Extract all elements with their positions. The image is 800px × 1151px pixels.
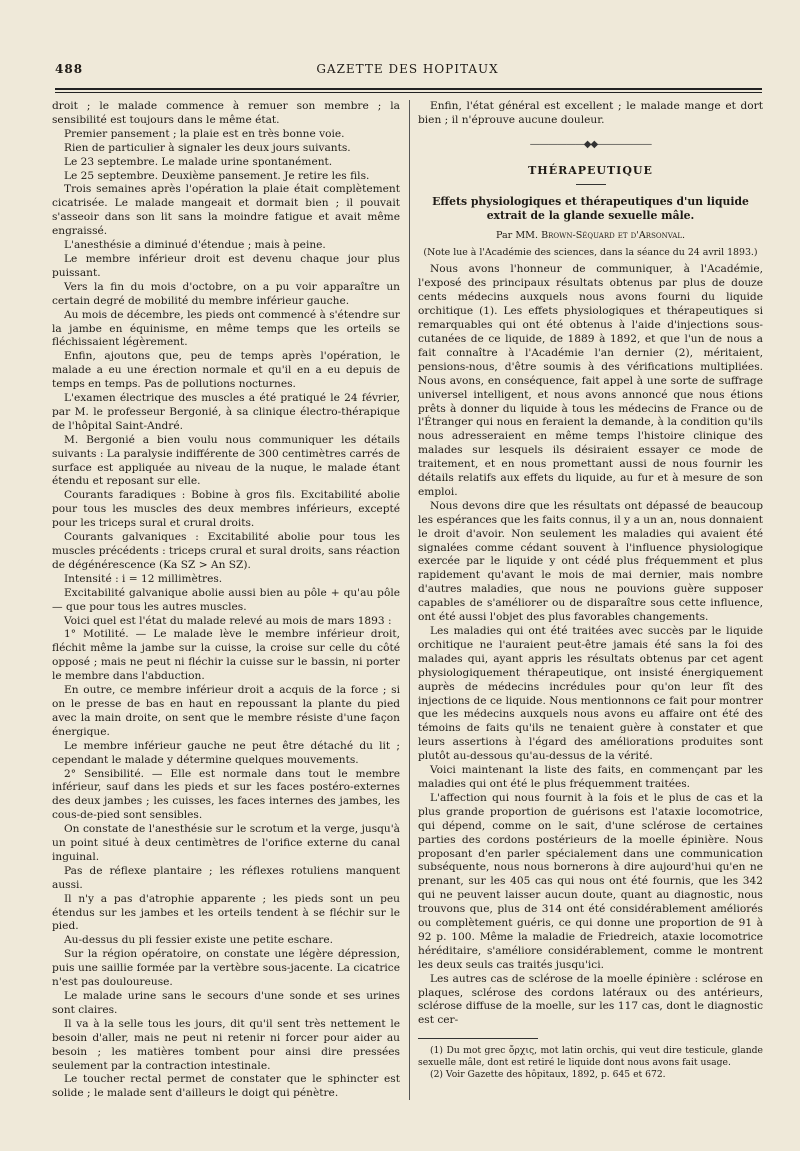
paragraph: Le 25 septembre. Deuxième pansement. Je retire les fils. <box>64 169 370 182</box>
paragraph: Voici maintenant la liste des faits, en commençant par les maladies qui ont été le plus fréquemment traitées. <box>418 764 763 790</box>
paragraph: Il n'y a pas d'atrophie apparente ; les pieds sont un peu étendus sur les jambes et les orteils tendent à se fléchir sur le pied. <box>52 892 400 933</box>
paragraph: M. Bergonié a bien voulu nous communiquer les détails suivants : La paralysie indifférente de 300 centimètres carrés de surface est appliquée au niveau de la nuque, le malade étant étendu et reposant sur elle. <box>52 433 400 488</box>
ornament-rule: ——————◆◆—————— <box>529 138 652 150</box>
byline <box>418 229 763 243</box>
reading-note: (Note lue à l'Académie des sciences, dans la séance du 24 avril 1893.) <box>423 246 758 258</box>
paragraph: Voici quel est l'état du malade relevé au mois de mars 1893 : <box>64 614 392 627</box>
footnote: (1) Du mot grec ὄρχις, mot latin orchis, qui veut dire testicule, glande sexuelle mâle, dont est retiré le liquide dont nous avons fait usage. <box>418 1045 763 1069</box>
paragraph: Pas de réflexe plantaire ; les réflexes rotuliens manquent aussi. <box>52 864 400 891</box>
journal-title: GAZETTE DES HOPITAUX <box>316 62 499 76</box>
byline-authors: Brown-Séquard et d'Arsonval. <box>541 229 686 241</box>
paragraph: Trois semaines après l'opération la plaie était complètement cicatrisée. Le malade mangeait et dormait bien ; il pouvait s'asseoir dans son lit sans la moindre fatigue et avait même engraissé. <box>52 183 400 238</box>
paragraph: Enfin, l'état général est excellent ; le malade mange et dort bien ; il n'éprouve aucune douleur. <box>418 100 763 126</box>
paragraph: Vers la fin du mois d'octobre, on a pu voir apparaître un certain degré de mobilité du membre inférieur gauche. <box>52 280 400 307</box>
paragraph: Le malade urine sans le secours d'une sonde et ses urines sont claires. <box>52 990 400 1016</box>
paragraph: Les maladies qui ont été traitées avec succès par le liquide orchitique ne l'auraient peut-être jamais été sans la foi des malades qui, ayant appris les résultats obtenus par cet agent physiologiquement thérapeutique, ont insisté énergiquement auprès de médecins incrédules pour qu'on leur fît des injections de ce liquide. Nous mentionnons ce fait pour montrer que les médecins auxquels nous avons eu affaire ont été des témoins de faits qu'ils ne tenaient guère à constater et que leurs assertions à l'égard des améliorations produites sont plutôt au-dessous qu'au-dessus de la vérité. <box>418 625 763 763</box>
paragraph: Courants faradiques : Bobine à gros fils. Excitabilité abolie pour tous les muscles des deux membres inférieurs, excepté pour les triceps sural et crural droits. <box>52 489 400 530</box>
paragraph: Au-dessus du pli fessier existe une petite eschare. <box>64 934 333 947</box>
paragraph: Intensité : i = 12 millimètres. <box>64 572 223 585</box>
column-divider <box>409 100 410 1100</box>
paragraph: L'affection qui nous fournit à la fois et le plus de cas et la plus grande proportion de guérisons est l'ataxie locomotrice, qui dépend, comme on le sait, d'une sclérose de certaines parties des cordons postérieurs de la moelle épinière. Nous proposant d'en parler spécialement dans une communication subséquente, nous nous bornerons à dire aujourd'hui qu'en ne prenant, sur les 405 cas qui nous ont été fournis, que les 342 qui ne peuvent laisser aucun doute, quant au diagnostic, nous trouvons que, plus de 314 ont été considérablement améliorés ou complètement guéris, ce qui donne une proportion de 91 à 92 p. 100. Même la maladie de Friedreich, ataxie locomotrice héréditaire, s'améliore considérablement, comme le montrent les deux seuls cas traités jusqu'ici. <box>418 791 763 971</box>
section-title: THÉRAPEUTIQUE <box>528 163 653 177</box>
paragraph: 1° Motilité. — Le malade lève le membre inférieur droit, fléchit même la jambe sur la cuisse, la croise sur celle du côté opposé ; mais ne peut ni fléchir la cuisse sur le bassin, ni porter le membre dans l'abduction. <box>52 628 400 683</box>
paragraph: 2° Sensibilité. — Elle est normale dans tout le membre inférieur, sauf dans les pieds et sur les faces postéro-externes des deux jambes ; les cuisses, les faces internes des jambes, les cous-de-pied sont sensibles. <box>52 767 400 822</box>
paragraph: Le membre inférieur droit est devenu chaque jour plus puissant. <box>52 252 400 279</box>
paragraph: L'anesthésie a diminué d'étendue ; mais à peine. <box>64 239 326 252</box>
paragraph: L'examen électrique des muscles a été pratiqué le 24 février, par M. le professeur Bergonié, à sa clinique électro-thérapique de l'hôpital Saint-André. <box>52 392 400 432</box>
article-title: Effets physiologiques et thérapeutiques d'un liquide extrait de la glande sexuelle mâle. <box>432 194 749 222</box>
paragraph: Nous devons dire que les résultats ont dépassé de beaucoup les espérances que les faits connus, il y a un an, nous donnaient le droit d'avoir. Non seulement les maladies qui avaient été signalées comme cédant souvent à l'influence physiologique exercée par le liquide y ont cédé plus fréquemment et plus rapidement qu'avant le mois de mai dernier, mais nombre d'autres maladies, que nous ne pouvions guère supposer capables de s'améliorer ou de disparaître sous cette influence, ont été aussi l'objet des plus favorables changements. <box>418 499 763 624</box>
paragraph: Le toucher rectal permet de constater que le sphincter est solide ; le malade sent d'ailleurs le doigt qui pénètre. <box>52 1073 400 1100</box>
page-number: 488 <box>55 62 84 76</box>
header-rule <box>55 88 762 90</box>
right-column <box>418 100 763 1081</box>
paragraph: En outre, ce membre inférieur droit a acquis de la force ; si on le presse de bas en haut en repoussant la plante du pied avec la main droite, on sent que le membre résiste d'une façon énergique. <box>52 684 400 738</box>
byline-prefix: Par MM. <box>495 229 539 241</box>
paragraph: Au mois de décembre, les pieds ont commencé à s'étendre sur la jambe en équinisme, en même temps que les orteils se fléchissaient légèrement. <box>52 308 400 349</box>
paragraph: Le 23 septembre. Le malade urine spontanément. <box>64 155 333 168</box>
paragraph: Les autres cas de sclérose de la moelle épinière : sclérose en plaques, sclérose des cordons latéraux ou des antérieurs, sclérose diffuse de la moelle, sur les 117 cas, dont le diagnostic est cer- <box>418 972 763 1027</box>
paragraph: On constate de l'anesthésie sur le scrotum et la verge, jusqu'à un point situé à deux centimètres de l'orifice externe du canal inguinal. <box>52 823 400 863</box>
paragraph: Premier pansement ; la plaie est en très bonne voie. <box>64 127 345 140</box>
paragraph: Excitabilité galvanique abolie aussi bien au pôle + qu'au pôle — que pour tous les autres muscles. <box>52 586 400 613</box>
footnote-rule <box>418 1038 538 1039</box>
header-rule-thin <box>55 92 762 93</box>
paragraph: Enfin, ajoutons que, peu de temps après l'opération, le malade a eu une érection normale et qu'il en a eu depuis de temps en temps. Pas de pollutions nocturnes. <box>52 350 400 391</box>
paragraph: Courants galvaniques : Excitabilité abolie pour tous les muscles précédents : triceps crural et sural droits, sans réaction de dégénérescence (Ka SZ > An SZ). <box>52 531 400 571</box>
paragraph: Sur la région opératoire, on constate une légère dépression, puis une saillie formée par la vertèbre sous-jacente. La cicatrice n'est pas douloureuse. <box>52 948 400 989</box>
paragraph: Le membre inférieur gauche ne peut être détaché du lit ; cependant le malade y détermine quelques mouvements. <box>52 739 400 766</box>
paragraph: droit ; le malade commence à remuer son membre ; la sensibilité est toujours dans le même état. <box>52 100 400 126</box>
paragraph: Il va à la selle tous les jours, dit qu'il sent très nettement le besoin d'aller, mais ne peut ni retenir ni forcer pour aider au besoin ; les matières tombent pour ainsi dire pressées seulement par la contraction intestinale. <box>52 1017 400 1072</box>
paragraph: Nous avons l'honneur de communiquer, à l'Académie, l'exposé des principaux résultats obtenus par plus de douze cents médecins auxquels nous avons fourni du liquide orchitique (1). Les effets physiologiques et thérapeutiques si remarquables qui ont été obtenus à l'aide d'injections sous-cutanées de ce liquide, de 1889 à 1892, et que l'un de nous a fait connaître à l'Académie l'an dernier (2), méritaient, pensions-nous, d'être soumis à des vérifications multipliées. Nous avons, en conséquence, fait appel à une sorte de suffrage universel intelligent, et nous avons annoncé que nous étions prêts à donner du liquide à tous les médecins de France ou de l'Étranger qui nous en feraient la demande, à la condition qu'ils nous adresseraient en même temps l'histoire clinique des malades sur lesquels ils désiraient essayer ce mode de traitement, et en nous promettant aussi de nous fournir les détails relatifs aux effets du liquide, au fur et à mesure de son emploi. <box>418 263 763 498</box>
page-header <box>55 62 760 82</box>
footnote: (2) Voir Gazette des hôpitaux, 1892, p. 645 et 672. <box>430 1069 666 1081</box>
paragraph: Rien de particulier à signaler les deux jours suivants. <box>64 141 351 154</box>
section-rule <box>576 184 606 185</box>
left-column <box>52 100 400 1101</box>
